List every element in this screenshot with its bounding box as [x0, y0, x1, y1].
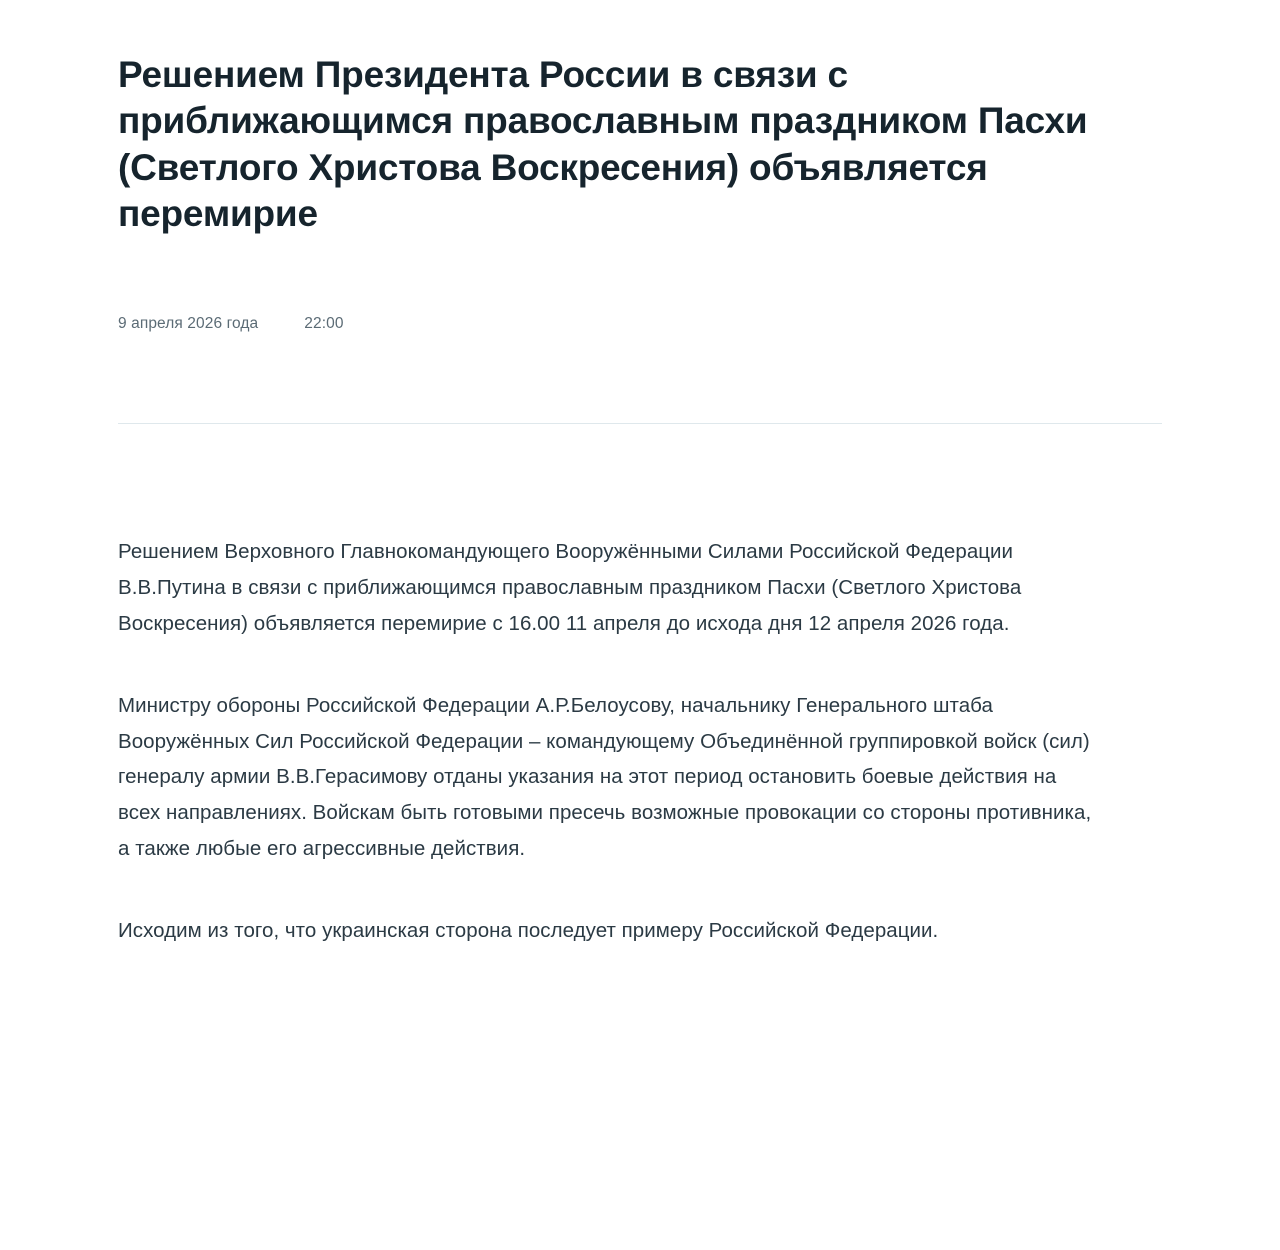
article-body [0, 534, 1280, 949]
article-paragraph: Решением Верховного Главнокомандующего Вооружёнными Силами Российской Федерации В.В.Путина в связи с приближающимся православным праздником Пасхи (Светлого Христова Воскресения) объявляется перемирие с 16.00 11 апреля до исхода дня 12 апреля 2026 года. [118, 540, 1022, 635]
article-paragraph: Исходим из того, что украинская сторона последует примеру Российской Федерации. [118, 919, 939, 942]
header-divider [118, 423, 1162, 424]
article-meta [118, 315, 1162, 333]
publish-date: 9 апреля 2026 года [118, 315, 259, 332]
article-header [0, 0, 1280, 424]
article-paragraph: Министру обороны Российской Федерации А.Р.Белоусову, начальнику Генерального штаба Вооружённых Сил Российской Федерации – командующему Объединённой группировкой войск (сил) генералу армии В.В.Герасимову отданы указания на этот период остановить боевые действия на всех направлениях. Войскам быть готовыми пресечь возможные провокации со стороны противника, а также любые его агрессивные действия. [118, 693, 1092, 861]
page-title: Решением Президента России в связи с приближающимся православным праздником Пасхи (Светлого Христова Воскресения) объявляется перемирие [118, 54, 1088, 234]
publish-time: 22:00 [304, 315, 344, 332]
